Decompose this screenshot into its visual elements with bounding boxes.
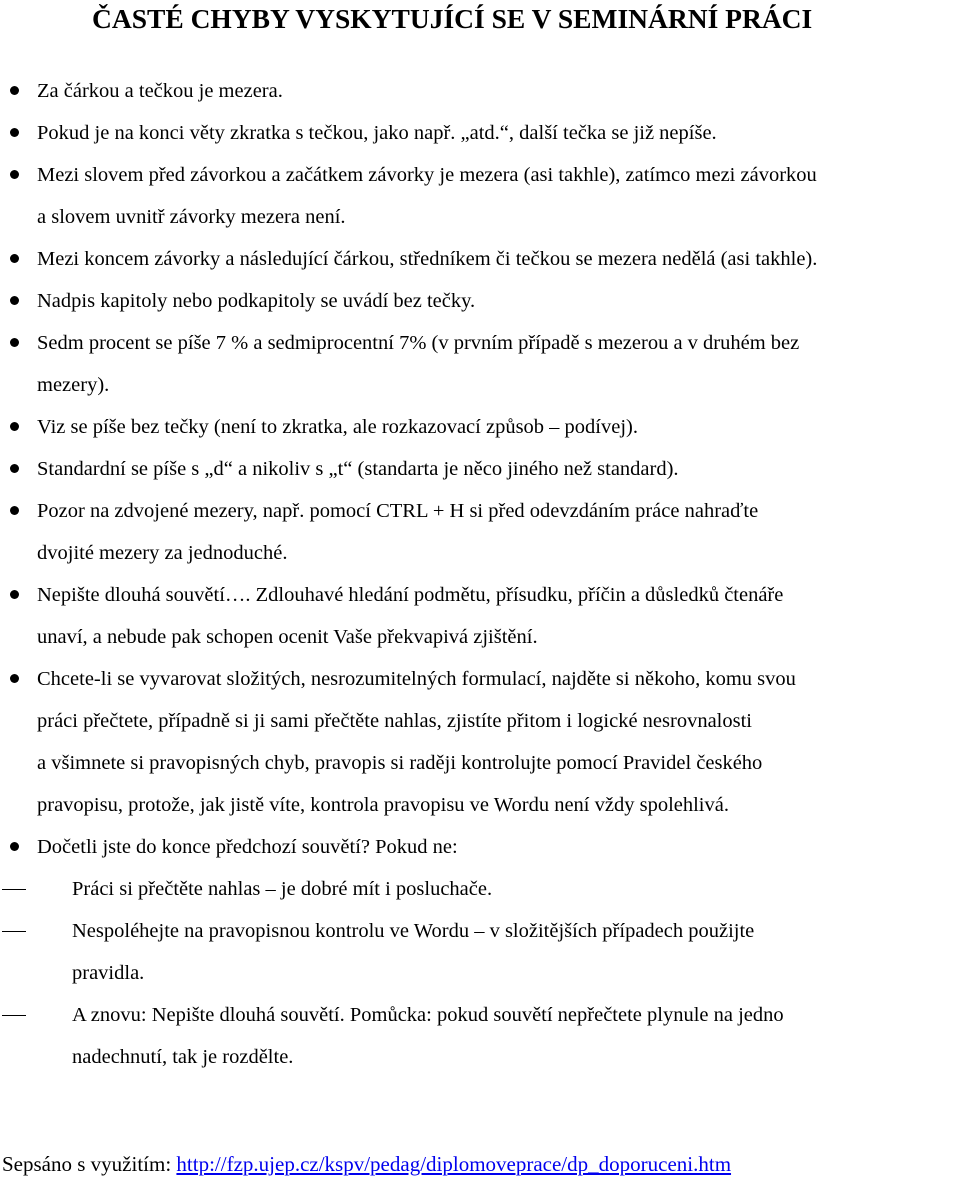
sub-list-item-text: A znovu: Nepište dlouhá souvětí. Pomůcka: pokud souvětí nepřečtete plynule na jedno: [72, 1004, 784, 1026]
bullet-icon: [4, 406, 24, 448]
list-item: [0, 154, 960, 238]
list-item-text: Sedm procent se píše 7 % a sedmiprocentní 7% (v prvním případě s mezerou a v druhém bez: [37, 332, 800, 354]
list-item-text: Chcete-li se vyvarovat složitých, nesrozumitelných formulací, najděte si někoho, komu svou: [37, 668, 796, 690]
list-item: [0, 112, 960, 154]
list-item: [0, 238, 960, 280]
list-item: [0, 406, 960, 448]
dash-icon: [2, 868, 36, 910]
list-item-text: Nepište dlouhá souvětí…. Zdlouhavé hledání podmětu, přísudku, příčin a důsledků čtenáře: [37, 584, 784, 606]
sub-list-item-text: Nespoléhejte na pravopisnou kontrolu ve Wordu – v složitějších případech použijte: [72, 920, 755, 942]
bullet-icon: [4, 826, 24, 868]
list-item-text: unaví, a nebude pak schopen ocenit Vaše překvapivá zjištění.: [37, 626, 538, 648]
list-item-text: Nadpis kapitoly nebo podkapitoly se uvádí bez tečky.: [37, 290, 476, 312]
errors-list: [0, 70, 960, 1078]
list-item-text: a slovem uvnitř závorky mezera není.: [37, 206, 346, 228]
dash-icon: [2, 910, 36, 952]
footer-prefix: Sepsáno s využitím:: [2, 1152, 177, 1176]
sub-list-item: [0, 994, 960, 1078]
list-item-text: práci přečtete, případně si ji sami přečtěte nahlas, zjistíte přitom i logické nesrovnalosti: [37, 710, 752, 732]
list-item: [0, 574, 960, 658]
list-item-text: Za čárkou a tečkou je mezera.: [37, 80, 283, 102]
source-footer: [2, 1151, 731, 1177]
list-item-text: Mezi slovem před závorkou a začátkem závorky je mezera (asi takhle), zatímco mezi závorkou: [37, 164, 817, 186]
list-item: [0, 658, 960, 826]
list-item: [0, 826, 960, 1078]
bullet-icon: [4, 490, 24, 532]
sub-list-item-text: nadechnutí, tak je rozdělte.: [72, 1046, 294, 1068]
sub-list: [37, 868, 960, 1078]
list-item-text: Pokud je na konci věty zkratka s tečkou, jako např. „atd.“, další tečka se již nepíše.: [37, 122, 717, 144]
bullet-icon: [4, 280, 24, 322]
list-item: [0, 322, 960, 406]
bullet-icon: [4, 448, 24, 490]
bullet-icon: [4, 658, 24, 700]
list-item: [0, 448, 960, 490]
source-link[interactable]: http://fzp.ujep.cz/kspv/pedag/diplomoveprace/dp_doporuceni.htm: [176, 1152, 732, 1176]
list-item-text: Pozor na zdvojené mezery, např. pomocí CTRL + H si před odevzdáním práce nahraďte: [37, 500, 759, 522]
bullet-icon: [4, 574, 24, 616]
sub-list-item-text: Práci si přečtěte nahlas – je dobré mít i posluchače.: [72, 878, 493, 900]
list-item: [0, 70, 960, 112]
bullet-icon: [4, 154, 24, 196]
bullet-icon: [4, 112, 24, 154]
sub-list-item: [0, 910, 960, 994]
sub-list-item: [0, 868, 960, 910]
list-item-text: Dočetli jste do konce předchozí souvětí? Pokud ne:: [37, 836, 458, 858]
list-item-text: Viz se píše bez tečky (není to zkratka, ale rozkazovací způsob – podívej).: [37, 416, 638, 438]
bullet-icon: [4, 238, 24, 280]
list-item: [0, 490, 960, 574]
list-item-text: Mezi koncem závorky a následující čárkou, středníkem či tečkou se mezera nedělá (asi takhle).: [37, 248, 818, 270]
list-item-text: pravopisu, protože, jak jistě víte, kontrola pravopisu ve Wordu není vždy spolehlivá.: [37, 794, 729, 816]
list-item-text: a všimnete si pravopisných chyb, pravopis si raději kontrolujte pomocí Pravidel českého: [37, 752, 763, 774]
dash-icon: [2, 994, 36, 1036]
bullet-icon: [4, 70, 24, 112]
list-item-text: mezery).: [37, 374, 110, 396]
bullet-icon: [4, 322, 24, 364]
list-item-text: Standardní se píše s „d“ a nikoliv s „t“ (standarta je něco jiného než standard).: [37, 458, 679, 480]
sub-list-item-text: pravidla.: [72, 962, 145, 984]
list-item: [0, 280, 960, 322]
list-item-text: dvojité mezery za jednoduché.: [37, 542, 288, 564]
page-title: ČASTÉ CHYBY VYSKYTUJÍCÍ SE V SEMINÁRNÍ PRÁCI: [92, 3, 813, 34]
